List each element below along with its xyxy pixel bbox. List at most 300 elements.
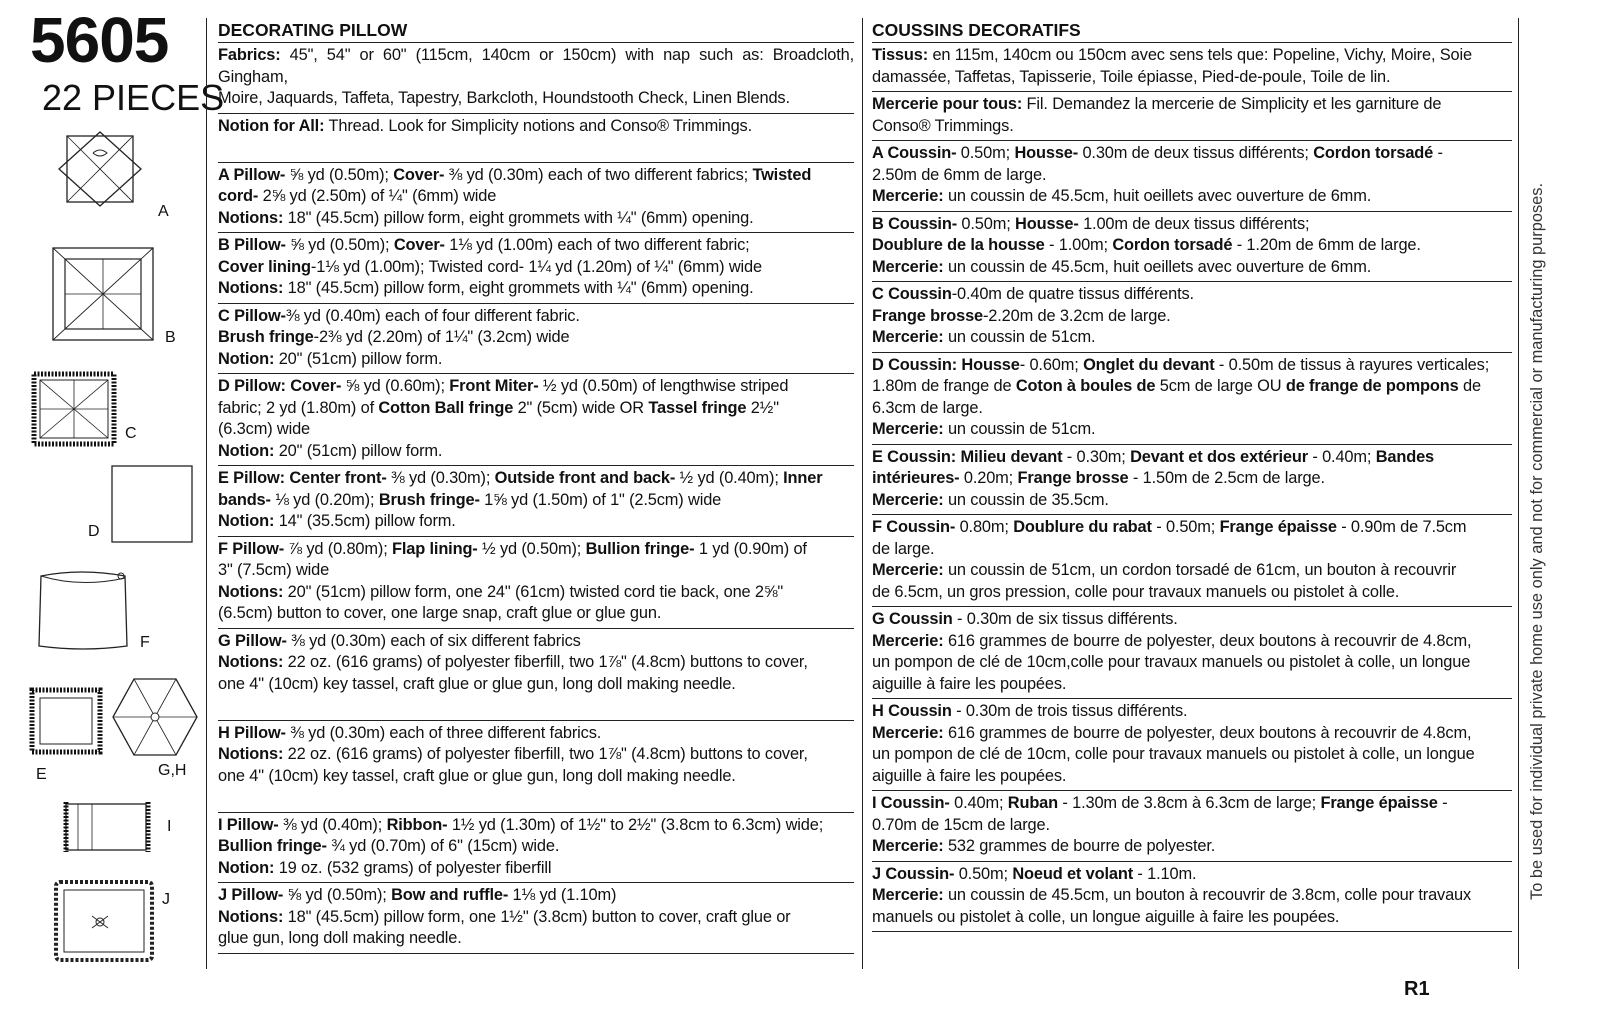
english-column bbox=[218, 18, 854, 954]
bold-term: Notions: bbox=[218, 653, 284, 671]
text-run: (6.3cm) wide bbox=[218, 420, 311, 438]
bold-term: Front Miter- bbox=[449, 377, 539, 395]
bold-term: Housse- bbox=[1014, 144, 1079, 162]
french-heading: COUSSINS DECORATIFS bbox=[872, 18, 1512, 43]
view-d-illustration bbox=[110, 464, 194, 544]
text-line bbox=[218, 858, 854, 880]
bold-term: H Pillow- bbox=[218, 723, 286, 742]
bold-term: Notion: bbox=[218, 512, 275, 530]
text-line bbox=[218, 116, 854, 138]
text-line bbox=[218, 327, 854, 349]
bold-term: Notions: bbox=[218, 208, 284, 227]
french-section bbox=[872, 141, 1512, 212]
text-run: glue gun, long doll making needle. bbox=[218, 929, 462, 947]
text-run: one 4" (10cm) key tassel, craft glue or glue gun, long doll making needle. bbox=[218, 766, 736, 785]
text-run: 0.70m de 15cm de large. bbox=[872, 815, 1050, 834]
text-run: 1.00m de deux tissus différents; bbox=[1078, 214, 1310, 233]
pieces-count: 22 PIECES bbox=[42, 77, 225, 118]
bold-term: Notions: bbox=[218, 745, 284, 763]
french-section bbox=[872, 791, 1512, 862]
text-line bbox=[872, 45, 1512, 67]
text-run: ⅜ yd (0.30m); bbox=[386, 469, 495, 487]
bold-term: Inner bbox=[783, 469, 823, 487]
text-line bbox=[872, 907, 1512, 929]
text-run: un coussin de 51cm. bbox=[943, 328, 1096, 346]
text-run: ½ yd (0.50m); bbox=[477, 539, 586, 558]
bold-term: Cover- bbox=[393, 165, 445, 184]
text-run: 3" (7.5cm) wide bbox=[218, 561, 330, 579]
english-section bbox=[218, 163, 854, 234]
bold-term: Frange épaisse bbox=[1219, 518, 1337, 536]
text-line bbox=[872, 327, 1512, 349]
text-run: 45", 54" or 60" (115cm, 140cm or 150cm) with nap such as: Broadcloth, Gingham, bbox=[218, 46, 854, 86]
view-a-label: A bbox=[158, 203, 169, 220]
text-line bbox=[872, 186, 1512, 208]
text-run: - 1.30m de 3.8cm à 6.3cm de large; bbox=[1058, 794, 1321, 812]
text-run: 1⅛ yd (1.10m) bbox=[508, 886, 617, 904]
text-line bbox=[872, 631, 1512, 653]
text-line bbox=[872, 67, 1512, 89]
bold-term: Bandes bbox=[1375, 447, 1434, 466]
text-line bbox=[218, 674, 854, 696]
text-run: 2" (5cm) wide OR bbox=[513, 398, 649, 417]
text-run: ⅝ yd (0.50m); bbox=[283, 886, 392, 904]
bold-term: I Coussin- bbox=[872, 794, 950, 812]
text-line bbox=[218, 306, 854, 328]
english-section bbox=[218, 114, 854, 163]
text-run: 19 oz. (532 grams) of polyester fiberfill bbox=[274, 858, 552, 877]
bold-term: Mercerie: bbox=[872, 561, 944, 579]
text-run: ⅜ yd (0.30m) each of two different fabrics; bbox=[444, 165, 753, 184]
view-i-illustration bbox=[58, 800, 158, 854]
text-line bbox=[218, 441, 854, 463]
text-run: 0.50m; bbox=[957, 214, 1016, 233]
text-run: Moire, Jaquards, Taffeta, Tapestry, Barkcloth, Houndstooth Check, Linen Blends. bbox=[218, 89, 790, 107]
bold-term: Frange brosse bbox=[872, 306, 983, 325]
bold-term: Notions: bbox=[218, 279, 284, 297]
text-line bbox=[218, 766, 854, 788]
column-divider-right bbox=[1518, 18, 1519, 969]
bold-term: F Pillow- bbox=[218, 539, 285, 558]
text-line bbox=[218, 787, 854, 809]
view-c-illustration bbox=[30, 370, 118, 448]
bold-term: Mercerie: bbox=[872, 631, 944, 650]
text-line bbox=[218, 257, 854, 279]
text-run: 1.80m de frange de bbox=[872, 377, 1016, 395]
english-section bbox=[218, 233, 854, 304]
french-section bbox=[872, 92, 1512, 141]
english-section bbox=[218, 304, 854, 375]
french-column bbox=[872, 18, 1512, 932]
text-run: - 0.50m; bbox=[1151, 518, 1220, 536]
bold-term: C Pillow- bbox=[218, 306, 286, 325]
view-j-illustration bbox=[52, 878, 156, 964]
bold-term: Notions: bbox=[218, 907, 284, 926]
text-run: Thread. Look for Simplicity notions and Conso® Trimmings. bbox=[324, 116, 752, 135]
text-line bbox=[218, 88, 854, 110]
text-run: 532 grammes de bourre de polyester. bbox=[943, 837, 1216, 855]
text-run: un coussin de 51cm, un cordon torsadé de 61cm, un bouton à recouvrir bbox=[943, 561, 1457, 579]
bold-term: Flap lining- bbox=[392, 539, 478, 558]
text-run: ⅝ yd (0.50m); bbox=[285, 236, 394, 254]
text-run: 22 oz. (616 grams) of polyester fiberfill, two 1⅞" (4.8cm) buttons to cover, bbox=[283, 745, 808, 763]
bold-term: Bullion fringe- bbox=[218, 837, 327, 855]
text-run: ½ yd (0.40m); bbox=[675, 469, 784, 487]
usage-disclaimer: To be used for individual private home use only and not for commercial or manufacturing purposes. bbox=[1528, 182, 1546, 900]
bold-term: Cotton Ball fringe bbox=[378, 398, 514, 417]
text-line bbox=[218, 235, 854, 257]
view-e-illustration bbox=[28, 686, 104, 756]
text-line bbox=[218, 208, 854, 230]
text-run: 18" (45.5cm) pillow form, eight grommets with ¼" (6mm) opening. bbox=[283, 208, 754, 227]
text-line bbox=[872, 674, 1512, 696]
text-line bbox=[872, 447, 1512, 469]
view-f-illustration bbox=[35, 566, 135, 652]
bold-term: E Coussin: Milieu devant bbox=[872, 447, 1063, 466]
text-line bbox=[872, 490, 1512, 512]
text-line bbox=[218, 186, 854, 208]
text-run: de bbox=[1458, 377, 1481, 395]
text-run: - 0.90m de 7.5cm bbox=[1336, 518, 1467, 536]
text-run: - 1.50m de 2.5cm de large. bbox=[1128, 469, 1325, 487]
text-run: 0.50m; bbox=[956, 144, 1015, 162]
text-run: - bbox=[1437, 794, 1448, 812]
text-run: 0.50m; bbox=[954, 864, 1013, 883]
view-e-label: E bbox=[36, 766, 47, 783]
text-run: manuels ou pistolet à colle, un longue aiguille à faire les poupées. bbox=[872, 907, 1340, 926]
text-line bbox=[872, 836, 1512, 858]
bold-term: J Coussin- bbox=[872, 864, 955, 883]
bold-term: Doublure de la housse bbox=[872, 236, 1045, 254]
bold-term: Fabrics: bbox=[218, 46, 281, 64]
text-run: - 0.40m; bbox=[1307, 447, 1376, 466]
bold-term: E Pillow: Center front- bbox=[218, 469, 387, 487]
english-section bbox=[218, 629, 854, 721]
text-run: -0.40m de quatre tissus différents. bbox=[951, 285, 1194, 303]
text-run: de 6.5cm, un gros pression, colle pour travaux manuels ou pistolet à colle. bbox=[872, 582, 1400, 601]
bold-term: Mercerie: bbox=[872, 257, 944, 276]
bold-term: Noeud et volant bbox=[1012, 864, 1134, 883]
text-line bbox=[218, 723, 854, 745]
text-run: de large. bbox=[872, 539, 935, 558]
text-run: - 0.30m; bbox=[1062, 447, 1131, 466]
text-line bbox=[872, 398, 1512, 420]
text-line bbox=[218, 582, 854, 604]
bold-term: Mercerie: bbox=[872, 886, 944, 904]
text-line bbox=[218, 928, 854, 950]
text-run: damassée, Taffetas, Tapisserie, Toile épiasse, Pied-de-poule, Toile de lin. bbox=[872, 67, 1391, 86]
text-run: 0.20m; bbox=[959, 469, 1018, 487]
text-run: 616 grammes de bourre de polyester, deux boutons à recouvrir de 4.8cm, bbox=[943, 723, 1472, 742]
text-run: ⅜ yd (0.40m); bbox=[278, 815, 387, 834]
bold-term: Twisted bbox=[752, 165, 812, 184]
text-line bbox=[218, 652, 854, 674]
bold-term: de frange de pompons bbox=[1285, 377, 1459, 395]
text-run: - 1.10m. bbox=[1133, 864, 1197, 883]
text-line bbox=[218, 885, 854, 907]
english-sections bbox=[218, 43, 854, 954]
text-run: 6.3cm de large. bbox=[872, 398, 983, 417]
text-line bbox=[872, 235, 1512, 257]
text-run: un coussin de 35.5cm. bbox=[943, 490, 1109, 509]
text-line bbox=[218, 539, 854, 561]
french-section bbox=[872, 607, 1512, 699]
text-run: ⅜ yd (0.30m) each of six different fabrics bbox=[286, 631, 581, 650]
bold-term: Devant et dos extérieur bbox=[1130, 447, 1308, 466]
french-section bbox=[872, 212, 1512, 283]
french-sections bbox=[872, 43, 1512, 932]
bold-term: Notion: bbox=[218, 858, 275, 877]
bold-term: B Pillow- bbox=[218, 236, 286, 254]
text-run: 0.40m; bbox=[949, 794, 1008, 812]
english-section bbox=[218, 466, 854, 537]
text-line bbox=[218, 45, 854, 88]
text-run: Conso® Trimmings. bbox=[872, 116, 1014, 135]
bold-term: Mercerie: bbox=[872, 420, 944, 438]
text-run: 20" (51cm) pillow form. bbox=[274, 441, 443, 460]
text-line bbox=[218, 165, 854, 187]
pattern-number: 5605 bbox=[30, 4, 169, 76]
bold-term: Cordon torsadé bbox=[1313, 144, 1434, 162]
text-run: - 0.30m de six tissus différents. bbox=[952, 610, 1178, 628]
bold-term: Doublure du rabat bbox=[1013, 518, 1152, 536]
bold-term: Outside front and back- bbox=[494, 469, 676, 487]
text-run: ½ yd (0.50m) of lengthwise striped bbox=[538, 377, 789, 395]
text-run: un coussin de 51cm. bbox=[943, 420, 1096, 438]
text-line bbox=[872, 419, 1512, 441]
view-i-label: I bbox=[167, 818, 172, 835]
text-run: 1 yd (0.90m) of bbox=[694, 539, 807, 558]
text-line bbox=[872, 376, 1512, 398]
english-section bbox=[218, 721, 854, 813]
bold-term: Notion: bbox=[218, 349, 275, 368]
bold-term: H Coussin bbox=[872, 702, 952, 720]
bold-term: Brush fringe bbox=[218, 328, 314, 346]
text-run: 0.80m; bbox=[955, 518, 1014, 536]
page-code: R1 bbox=[1404, 978, 1430, 1000]
text-line bbox=[872, 468, 1512, 490]
bold-term: Mercerie: bbox=[872, 723, 944, 742]
text-line bbox=[218, 137, 854, 159]
text-line bbox=[218, 511, 854, 533]
french-section bbox=[872, 515, 1512, 607]
text-line bbox=[872, 701, 1512, 723]
text-line bbox=[872, 652, 1512, 674]
text-line bbox=[872, 143, 1512, 165]
text-line bbox=[872, 609, 1512, 631]
text-line bbox=[872, 864, 1512, 886]
bold-term: D Coussin: Housse bbox=[872, 355, 1020, 374]
french-section bbox=[872, 43, 1512, 92]
text-line bbox=[218, 603, 854, 625]
bold-term: Notions: bbox=[218, 582, 284, 601]
french-section bbox=[872, 862, 1512, 933]
text-line bbox=[872, 582, 1512, 604]
bold-term: Ruban bbox=[1007, 794, 1059, 812]
bold-term: Mercerie: bbox=[872, 328, 944, 346]
text-run: 1⅝ yd (1.50m) of 1" (2.5cm) wide bbox=[479, 490, 722, 509]
text-run: 1⅛ yd (1.00m) each of two different fabric; bbox=[444, 236, 750, 254]
text-run: - 0.50m de tissus à rayures verticales; bbox=[1214, 355, 1490, 374]
bold-term: Frange épaisse bbox=[1320, 794, 1438, 812]
english-section bbox=[218, 537, 854, 629]
text-run: - 0.30m de trois tissus différents. bbox=[951, 702, 1188, 720]
bold-term: B Coussin- bbox=[872, 214, 958, 233]
text-run: 18" (45.5cm) pillow form, one 1½" (3.8cm) button to cover, craft glue or bbox=[283, 907, 791, 926]
bold-term: Ribbon- bbox=[386, 815, 448, 834]
column-divider-left bbox=[206, 18, 207, 969]
bold-term: Coton à boules de bbox=[1015, 377, 1156, 395]
text-run: ⅞ yd (0.80m); bbox=[284, 539, 393, 558]
text-run: un coussin de 45.5cm, huit oeillets avec ouverture de 6mm. bbox=[943, 257, 1372, 276]
bold-term: Bullion fringe- bbox=[585, 539, 695, 558]
bold-term: D Pillow: Cover- bbox=[218, 377, 342, 395]
french-section bbox=[872, 445, 1512, 516]
text-run: 14" (35.5cm) pillow form. bbox=[274, 512, 456, 530]
english-section bbox=[218, 883, 854, 954]
text-line bbox=[872, 284, 1512, 306]
bold-term: J Pillow- bbox=[218, 886, 284, 904]
bold-term: Onglet du devant bbox=[1083, 355, 1215, 374]
text-run: ⅜ yd (0.30m) each of three different fabrics. bbox=[285, 723, 602, 742]
english-section bbox=[218, 374, 854, 466]
english-heading: DECORATING PILLOW bbox=[218, 18, 854, 43]
text-run: 18" (45.5cm) pillow form, eight grommets with ¼" (6mm) opening. bbox=[283, 279, 754, 297]
text-line bbox=[218, 695, 854, 717]
bold-term: Cover- bbox=[393, 236, 445, 254]
text-line bbox=[872, 306, 1512, 328]
view-f-label: F bbox=[140, 634, 150, 651]
text-run: 20" (51cm) pillow form. bbox=[274, 349, 443, 368]
text-line bbox=[218, 836, 854, 858]
text-line bbox=[872, 257, 1512, 279]
text-run: 2½" bbox=[746, 398, 779, 417]
bold-term: F Coussin- bbox=[872, 518, 956, 536]
french-section bbox=[872, 353, 1512, 445]
view-d-label: D bbox=[88, 523, 100, 540]
bold-term: bands- bbox=[218, 490, 271, 509]
text-run: -2.20m de 3.2cm de large. bbox=[983, 306, 1171, 325]
bold-term: Cover lining bbox=[218, 257, 311, 276]
text-line bbox=[218, 560, 854, 582]
text-run: un pompon de clé de 10cm, colle pour travaux manuels ou pistolet à colle, un longue bbox=[872, 745, 1475, 763]
text-run: aiguille à faire les poupées. bbox=[872, 766, 1067, 785]
text-run: aiguille à faire les poupées. bbox=[872, 674, 1067, 693]
text-run: -2⅜ yd (2.20m) of 1¼" (3.2cm) wide bbox=[313, 328, 570, 346]
bold-term: Notion for All: bbox=[218, 116, 325, 135]
text-line bbox=[872, 94, 1512, 116]
text-run: 5cm de large OU bbox=[1155, 377, 1286, 395]
text-run: 20" (51cm) pillow form, one 24" (61cm) twisted cord tie back, one 2⅝" bbox=[283, 582, 784, 601]
bold-term: I Pillow- bbox=[218, 815, 279, 834]
text-line bbox=[872, 766, 1512, 788]
text-run: - 1.20m de 6mm de large. bbox=[1232, 236, 1421, 254]
text-run: ⅜ yd (0.40m) each of four different fabric. bbox=[285, 306, 580, 325]
french-section bbox=[872, 282, 1512, 353]
text-line bbox=[872, 815, 1512, 837]
text-run: Fil. Demandez la mercerie de Simplicity et les garniture de bbox=[1022, 95, 1442, 113]
text-run: (6.5cm) button to cover, one large snap, craft glue or glue gun. bbox=[218, 604, 662, 622]
view-c-label: C bbox=[125, 425, 137, 442]
text-run: ⅝ yd (0.60m); bbox=[341, 377, 450, 395]
bold-term: intérieures- bbox=[872, 469, 960, 487]
bold-term: Frange brosse bbox=[1017, 469, 1129, 487]
text-line bbox=[872, 723, 1512, 745]
text-run: fabric; 2 yd (1.80m) of bbox=[218, 398, 379, 417]
text-line bbox=[872, 214, 1512, 236]
text-run: 2.50m de 6mm de large. bbox=[872, 165, 1047, 184]
text-line bbox=[218, 419, 854, 441]
french-section bbox=[872, 699, 1512, 791]
bold-term: A Pillow- bbox=[218, 165, 286, 184]
text-run: en 115m, 140cm ou 150cm avec sens tels que: Popeline, Vichy, Moire, Soie bbox=[928, 46, 1472, 64]
text-line bbox=[872, 539, 1512, 561]
bold-term: Tissus: bbox=[872, 46, 929, 64]
text-run: -1⅛ yd (1.00m); Twisted cord- 1¼ yd (1.20m) of ¼" (6mm) wide bbox=[310, 257, 762, 276]
bold-term: Bow and ruffle- bbox=[391, 886, 509, 904]
text-line bbox=[872, 116, 1512, 138]
view-b-label: B bbox=[165, 329, 176, 346]
text-run: one 4" (10cm) key tassel, craft glue or glue gun, long doll making needle. bbox=[218, 674, 736, 693]
text-run: ¾ yd (0.70m) of 6" (15cm) wide. bbox=[326, 837, 560, 855]
bold-term: Notion: bbox=[218, 441, 275, 460]
bold-term: Mercerie: bbox=[872, 187, 944, 205]
view-gh-label: G,H bbox=[158, 762, 187, 779]
bold-term: cord- bbox=[218, 187, 259, 205]
text-line bbox=[218, 278, 854, 300]
bold-term: Mercerie: bbox=[872, 837, 944, 855]
text-run: - 0.60m; bbox=[1019, 355, 1084, 374]
view-b-illustration bbox=[50, 245, 156, 343]
column-divider-middle bbox=[862, 18, 863, 969]
bold-term: Mercerie: bbox=[872, 490, 944, 509]
text-run: 1½ yd (1.30m) of 1½" to 2½" (3.8cm to 6.3cm) wide; bbox=[447, 815, 824, 834]
text-line bbox=[872, 885, 1512, 907]
text-line bbox=[218, 815, 854, 837]
text-run: ⅛ yd (0.20m); bbox=[270, 490, 379, 509]
view-a-illustration bbox=[55, 128, 145, 210]
bold-term: G Coussin bbox=[872, 610, 953, 628]
text-run: ⅝ yd (0.50m); bbox=[285, 165, 394, 184]
text-line bbox=[872, 355, 1512, 377]
text-line bbox=[218, 631, 854, 653]
text-run: - 1.00m; bbox=[1044, 236, 1113, 254]
text-line bbox=[872, 165, 1512, 187]
bold-term: G Pillow- bbox=[218, 631, 287, 650]
text-line bbox=[218, 376, 854, 398]
view-j-label: J bbox=[162, 891, 170, 908]
bold-term: Cordon torsadé bbox=[1112, 236, 1233, 254]
bold-term: Mercerie pour tous: bbox=[872, 95, 1023, 113]
view-gh-illustration bbox=[110, 676, 200, 758]
english-section bbox=[218, 813, 854, 884]
text-run: un pompon de clé de 10cm,colle pour travaux manuels ou pistolet à colle, un longue bbox=[872, 653, 1471, 671]
english-section bbox=[218, 43, 854, 114]
text-line bbox=[872, 744, 1512, 766]
text-line bbox=[218, 490, 854, 512]
bold-term: Housse- bbox=[1015, 214, 1079, 233]
text-line bbox=[872, 560, 1512, 582]
text-run: un coussin de 45.5cm, huit oeillets avec ouverture de 6mm. bbox=[943, 187, 1372, 205]
text-run: 616 grammes de bourre de polyester, deux boutons à recouvrir de 4.8cm, bbox=[943, 631, 1472, 650]
text-line bbox=[872, 793, 1512, 815]
text-line bbox=[218, 349, 854, 371]
bold-term: C Coussin bbox=[872, 285, 952, 303]
bold-term: Tassel fringe bbox=[648, 398, 747, 417]
text-line bbox=[218, 398, 854, 420]
text-line bbox=[218, 744, 854, 766]
text-line bbox=[218, 468, 854, 490]
